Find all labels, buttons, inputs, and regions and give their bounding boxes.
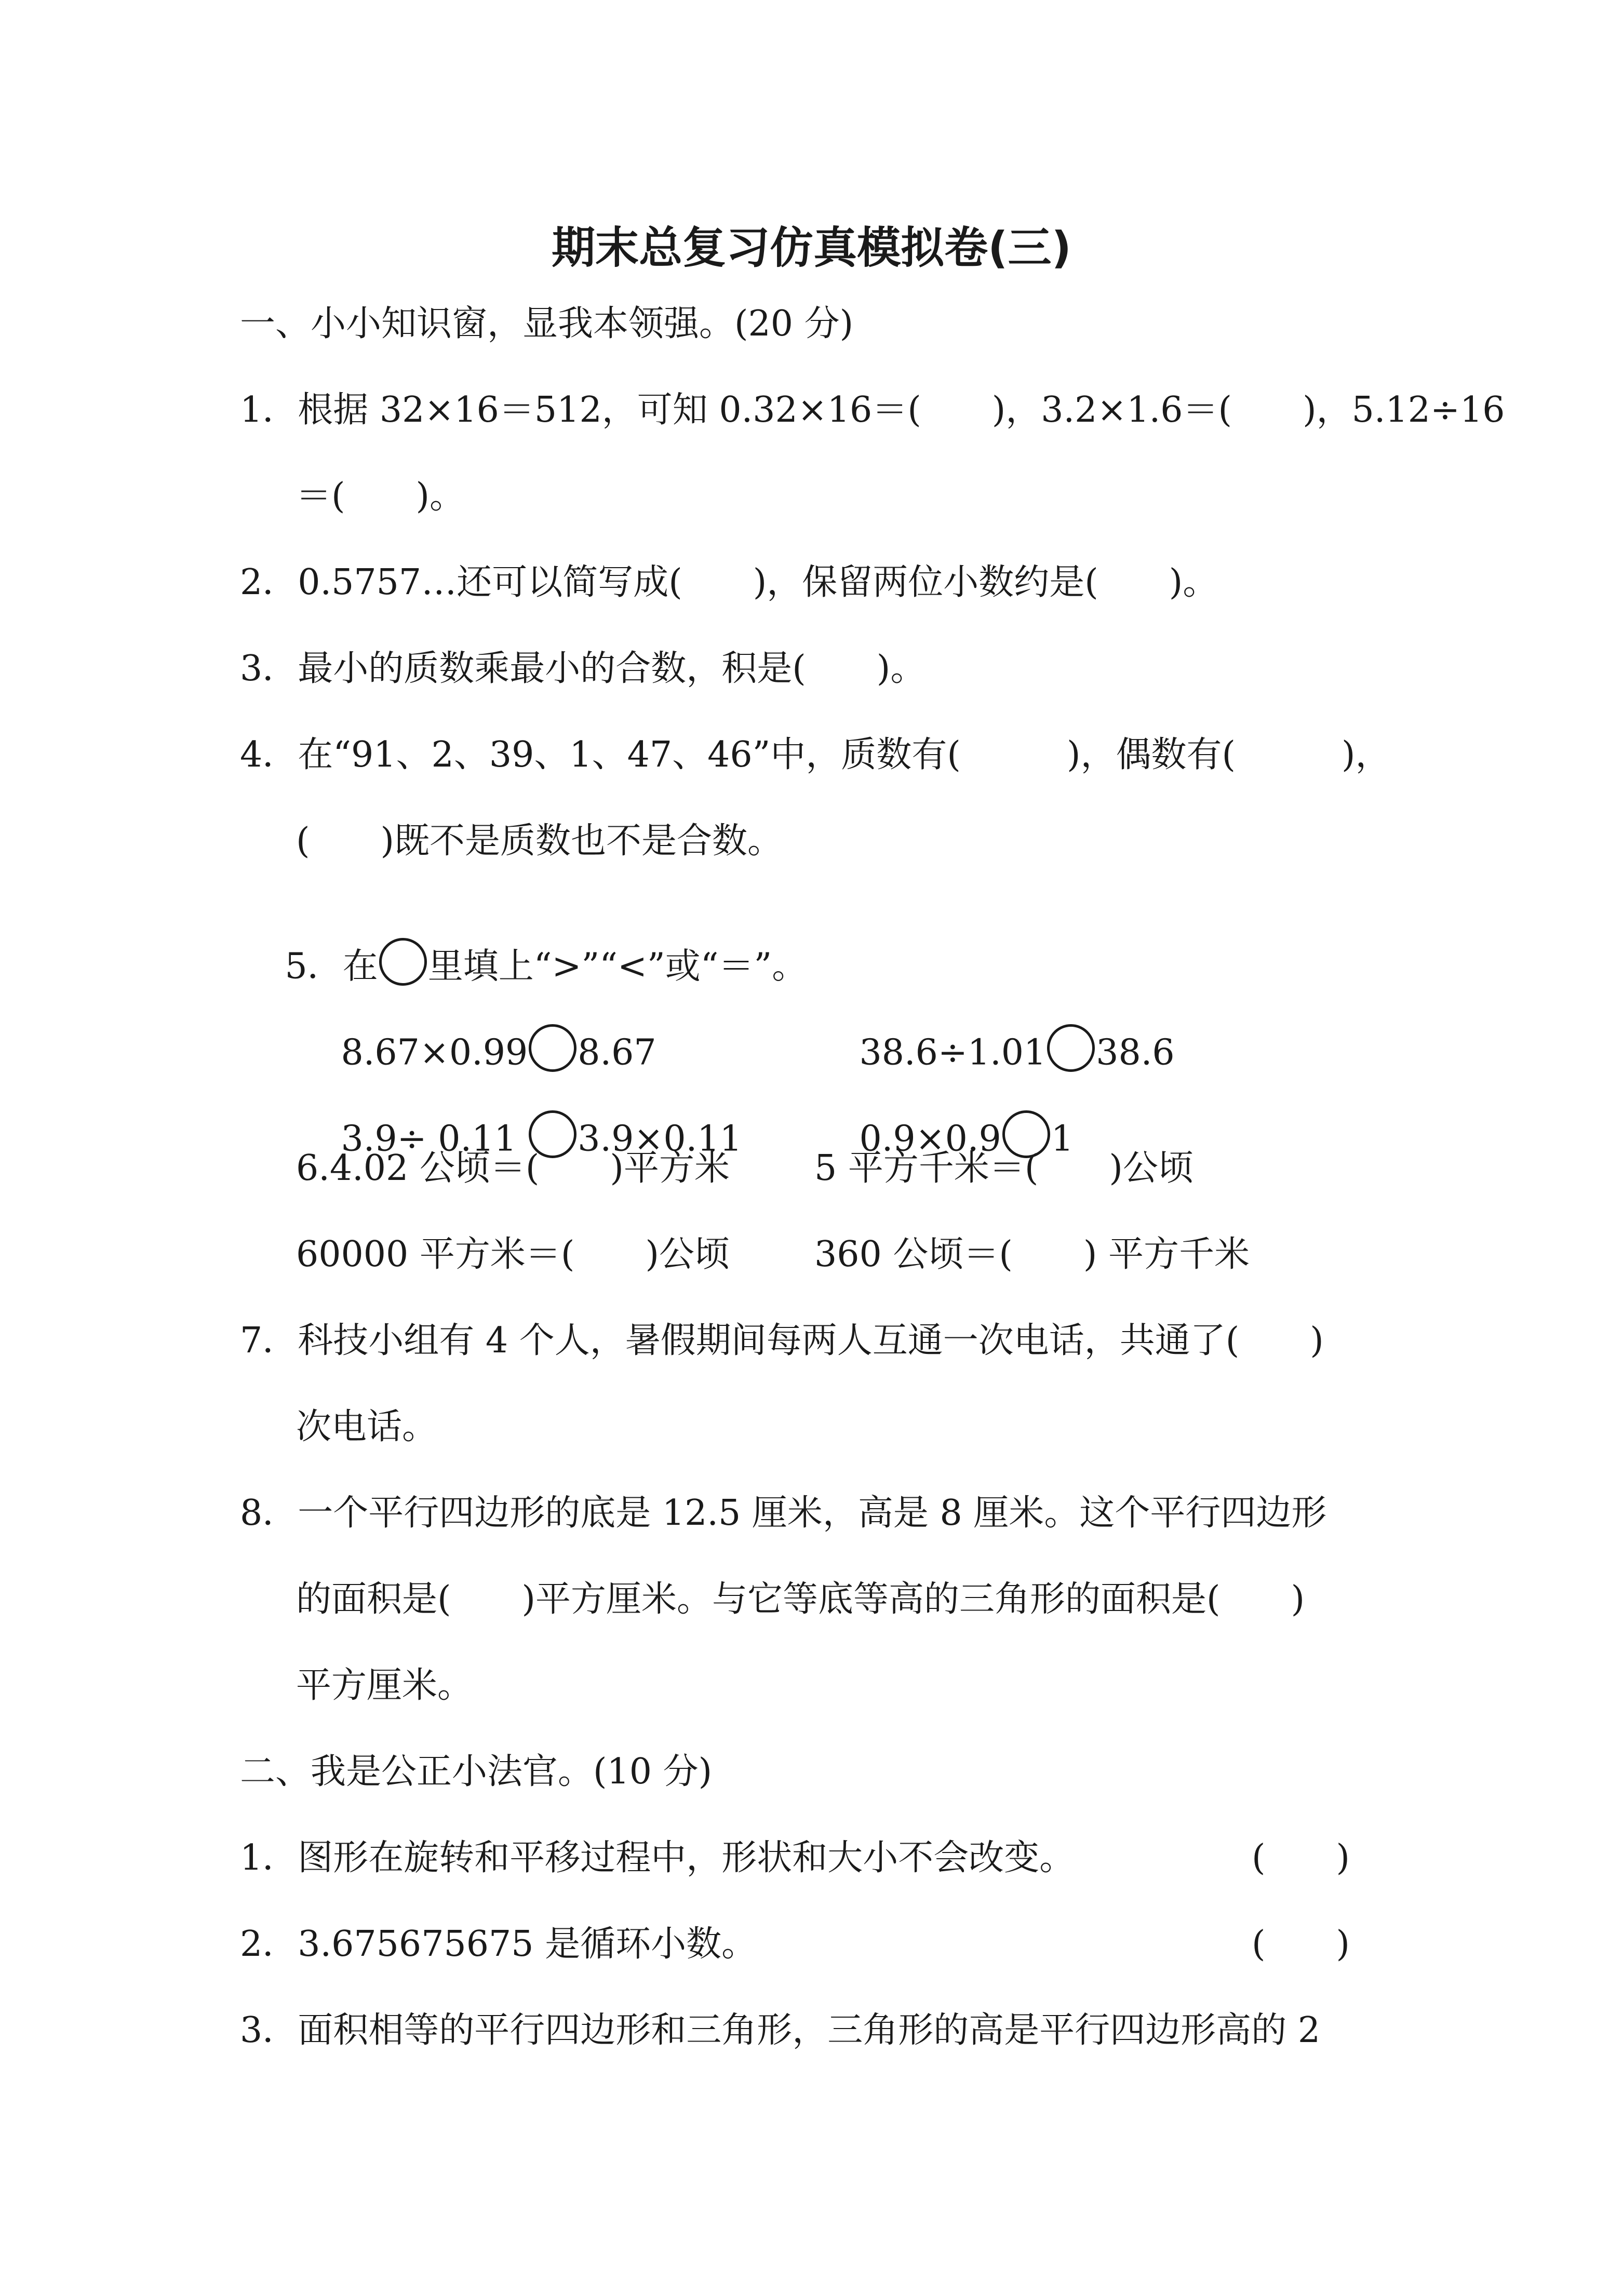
section2-heading: 二、我是公正小法官。(10 分) [240,1751,713,1792]
compare-right: 38.6 [1096,1032,1175,1073]
compare-circle-icon[interactable] [529,1024,576,1072]
compare-circle-icon[interactable] [1047,1024,1095,1072]
judge-item-text: 3．面积相等的平行四边形和三角形，三角形的高是平行四边形高的 2 [240,2010,1321,2051]
page-title: 期末总复习仿真模拟卷(三) [552,222,1071,273]
q6-item: 360 公顷＝( ) 平方千米 [814,1234,1250,1275]
q4-line1: 4．在“91、2、39、1、47、46”中，质数有( )，偶数有( )， [240,734,1391,775]
q7-line1: 7．科技小组有 4 个人，暑假期间每两人互通一次电话，共通了( ) [240,1320,1324,1361]
q3-text: 3．最小的质数乘最小的合数，积是( )。 [240,648,926,689]
judge-item-text: 1．图形在旋转和平移过程中，形状和大小不会改变。 [240,1837,1075,1878]
section1-heading: 一、小小知识窗，显我本领强。(20 分) [240,303,854,344]
compare-right: 8.67 [578,1032,656,1073]
compare-left: 3.9÷ 0.11 [341,1118,528,1160]
q6-item: 60000 平方米＝( )公顷 [296,1234,730,1275]
q7-line2: 次电话。 [296,1406,438,1447]
q5-suffix: 里填上“>”“<”或“＝”。 [427,946,808,987]
q5-prefix: 5．在 [285,946,378,987]
judge-item-text: 2．3.675675675 是循环小数。 [240,1924,757,1965]
judge-answer-blank[interactable]: ( ) [1252,1837,1350,1878]
q4-line2: ( )既不是质数也不是合数。 [296,821,783,862]
q1-line1: 1．根据 32×16＝512，可知 0.32×16＝( )，3.2×1.6＝( )，5.12÷16 [240,390,1505,431]
judge-answer-blank[interactable]: ( ) [1252,1924,1350,1965]
compare-right: 1 [1051,1118,1074,1160]
q2-text: 2．0.5757…还可以简写成( )，保留两位小数约是( )。 [240,562,1218,603]
compare-right: 3.9×0.11 [578,1118,742,1160]
answer-circle-icon [379,938,427,986]
q8-line2: 的面积是( )平方厘米。与它等底等高的三角形的面积是( ) [296,1579,1305,1620]
q8-line1: 8．一个平行四边形的底是 12.5 厘米，高是 8 厘米。这个平行四边形 [240,1493,1327,1534]
q8-line3: 平方厘米。 [296,1665,473,1706]
compare-left: 8.67×0.99 [341,1032,528,1073]
q6-item: 6.4.02 公顷＝( )平方米 [296,1148,730,1189]
compare-left: 38.6÷1.01 [859,1032,1047,1073]
q1-line2: ＝( )。 [296,476,465,517]
compare-left: 0.9×0.9 [859,1118,1001,1160]
q6-item: 5 平方千米＝( )公顷 [814,1148,1193,1189]
